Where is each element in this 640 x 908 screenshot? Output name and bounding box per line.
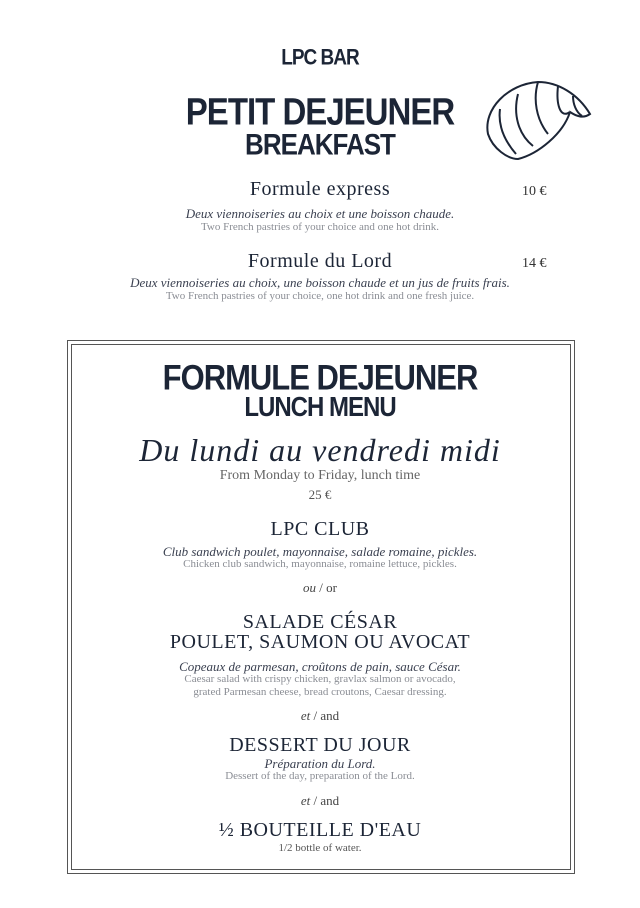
- item-salade-cesar: SALADE CÉSAR: [242, 611, 398, 633]
- and-separator: [0, 708, 640, 724]
- item-formule-express: Formule express: [249, 178, 391, 200]
- desc-en: Dessert of the day, preparation of the Lord.: [225, 770, 415, 782]
- item-dessert: DESSERT DU JOUR: [229, 734, 411, 756]
- or-separator: [0, 580, 640, 596]
- lunch-price: 25 €: [308, 487, 332, 502]
- desc-en: 1/2 bottle of water.: [278, 842, 362, 854]
- price-formule-lord: 14 €: [522, 256, 547, 271]
- schedule-fr: Du lundi au vendredi midi: [139, 432, 501, 468]
- item-lpc-club: LPC CLUB: [270, 518, 370, 540]
- desc-fr: Club sandwich poulet, mayonnaise, salade romaine, pickles.: [162, 544, 478, 559]
- and-fr: et: [300, 708, 311, 723]
- desc-fr: Deux viennoiseries au choix, une boisson chaude et un jus de fruits frais.: [130, 275, 510, 290]
- desc-en: grated Parmesan cheese, bread croutons, Caesar dressing.: [193, 686, 447, 698]
- item-salade-options: POULET, SAUMON OU AVOCAT: [169, 631, 471, 653]
- lunch-title-fr: FORMULE DEJEUNER: [162, 357, 478, 398]
- desc-en: Two French pastries of your choice and one hot drink.: [200, 221, 440, 233]
- and-en: / and: [313, 708, 340, 723]
- or-fr: ou: [303, 580, 317, 595]
- desc-fr: Préparation du Lord.: [264, 756, 376, 771]
- and-separator: [0, 793, 640, 809]
- bar-name: LPC BAR: [281, 46, 359, 71]
- desc-en: Two French pastries of your choice, one hot drink and one fresh juice.: [165, 290, 475, 302]
- item-formule-lord: Formule du Lord: [247, 250, 393, 272]
- breakfast-title-en: BREAKFAST: [245, 126, 395, 162]
- desc-en: Caesar salad with crispy chicken, gravlax salmon or avocado,: [184, 673, 456, 685]
- and-en: / and: [313, 793, 340, 808]
- price-formule-express: 10 €: [522, 184, 547, 199]
- lunch-title-en: LUNCH MENU: [244, 391, 396, 423]
- desc-fr: Copeaux de parmesan, croûtons de pain, sauce César.: [179, 659, 461, 674]
- and-fr: et: [300, 793, 311, 808]
- item-water: ½ BOUTEILLE D'EAU: [218, 819, 422, 841]
- breakfast-title-fr: PETIT DEJEUNER: [185, 90, 455, 133]
- desc-en: Chicken club sandwich, mayonnaise, romaine lettuce, pickles.: [183, 558, 457, 570]
- schedule-en: From Monday to Friday, lunch time: [219, 468, 421, 483]
- desc-fr: Deux viennoiseries au choix et une boisson chaude.: [185, 206, 455, 221]
- or-en: / or: [319, 580, 337, 595]
- croissant-icon: [478, 74, 598, 164]
